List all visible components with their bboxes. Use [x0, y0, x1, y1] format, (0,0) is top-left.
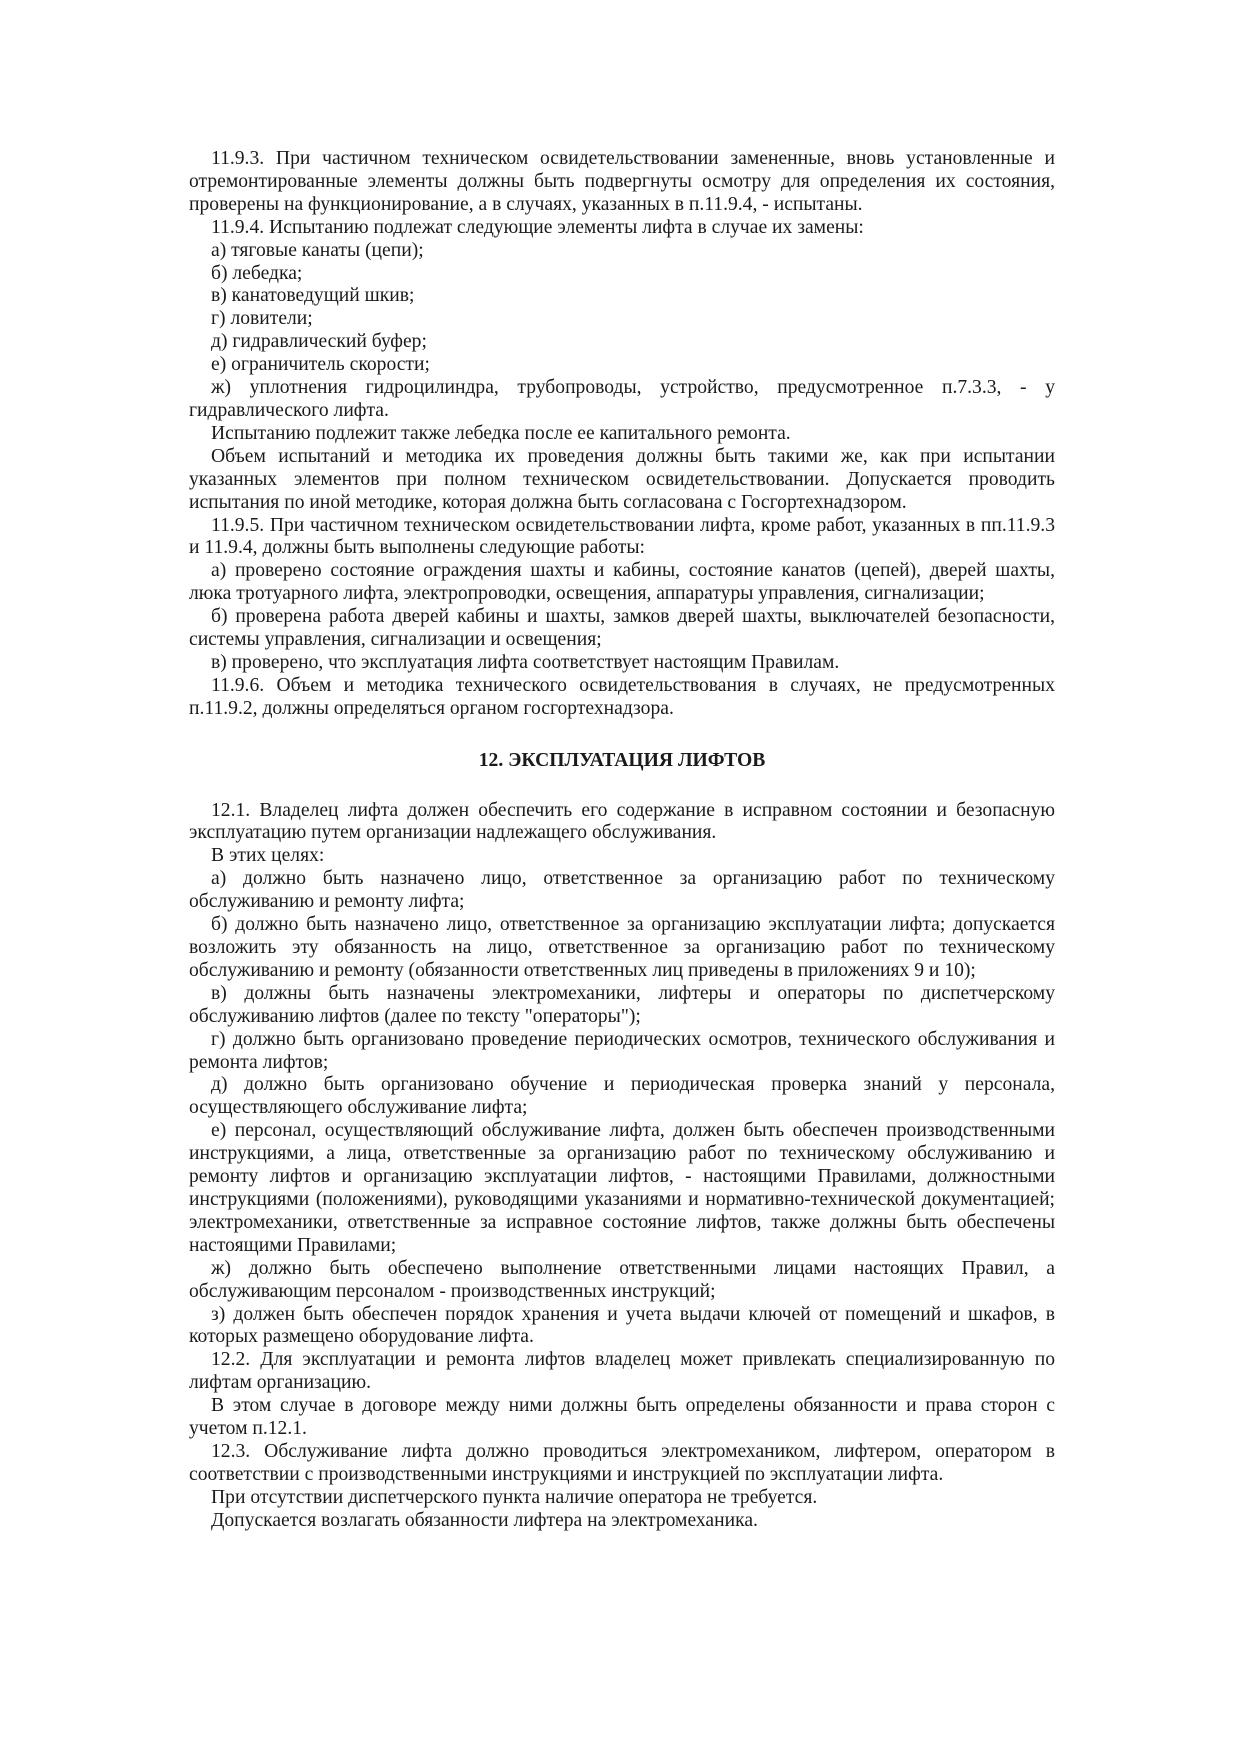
paragraph-winch-testing: Испытанию подлежит также лебедка после ее капитального ремонта.: [211, 422, 791, 444]
paragraph-11-9-3: 11.9.3. При частичном техническом освидетельствовании замененные, вновь установленные и отремонтированные элементы должны быть подвергнуты осмотру для определения их состояния, проверены на функционирование, а в случаях, указанных в п.11.9.4, - испытаны.: [189, 148, 1055, 215]
paragraph-11-9-4: 11.9.4. Испытанию подлежат следующие элементы лифта в случае их замены:: [211, 216, 864, 238]
paragraph-test-scope: Объем испытаний и методика их проведения должны быть такими же, как при испытании указанных элементов при полном техническом освидетельствовании. Допускается проводить испытания по иной методике, которая должна быть согласована с Госгортехнадзором.: [189, 445, 1055, 513]
paragraph-contract: В этом случае в договоре между ними должны быть определены обязанности и права сторон с учетом п.12.1.: [189, 1395, 1055, 1440]
paragraph-no-dispatcher: При отсутствии диспетчерского пункта наличие оператора не требуется.: [211, 1486, 818, 1508]
section-11-9-text: [189, 148, 1055, 721]
section-12-text: [189, 800, 1055, 1533]
list-item-e-duty: е) персонал, осуществляющий обслуживание лифта, должен быть обеспечен производственными инструкциями, а лица, ответственные за организацию работ по техническому обслуживанию и ремонту лифтов и организацию эксплуатации лифтов, - настоящими Правилами, должностными инструкциями (положениями), руководящими указаниями и нормативно-технической документацией; электромеханики, ответственные за исправное состояние лифтов, также должны быть обеспечены настоящими Правилами;: [189, 1120, 1055, 1256]
list-item-g: г) ловители;: [211, 308, 313, 330]
list-item-e: е) ограничитель скорости;: [211, 354, 430, 376]
list-item-v: в) канатоведущий шкив;: [211, 285, 415, 307]
list-item-a: а) тяговые канаты (цепи);: [211, 239, 424, 261]
paragraph-12-2: 12.2. Для эксплуатации и ремонта лифтов владелец может привлекать специализированную по лифтам организацию.: [189, 1349, 1055, 1394]
paragraph-12-1: 12.1. Владелец лифта должен обеспечить его содержание в исправном состоянии и безопасную эксплуатацию путем организации надлежащего обслуживания.: [189, 799, 1055, 844]
list-item-g-duty: г) должно быть организовано проведение периодических осмотров, технического обслуживания и ремонта лифтов;: [189, 1028, 1055, 1073]
section-heading: 12. ЭКСПЛУАТАЦИЯ ЛИФТОВ: [478, 749, 766, 771]
paragraph-11-9-5: 11.9.5. При частичном техническом освидетельствовании лифта, кроме работ, указанных в пп.11.9.3 и 11.9.4, должны быть выполнены следующие работы:: [189, 514, 1055, 559]
list-item-z-duty: з) должен быть обеспечен порядок хранения и учета выдачи ключей от помещений и шкафов, в которых размещено оборудование лифта.: [189, 1303, 1055, 1348]
list-item-zh-duty: ж) должно быть обеспечено выполнение ответственными лицами настоящих Правил, а обслуживающим персоналом - производственных инструкций;: [189, 1257, 1055, 1302]
paragraph-11-9-6: 11.9.6. Объем и методика технического освидетельствования в случаях, не предусмотренных п.11.9.2, должны определяться органом госгортехнадзора.: [189, 674, 1055, 719]
list-item-zh: ж) уплотнения гидроцилиндра, трубопроводы, устройство, предусмотренное п.7.3.3, - у гидравлического лифта.: [189, 377, 1055, 421]
paragraph-12-3: 12.3. Обслуживание лифта должно проводиться электромехаником, лифтером, оператором в соответствии с производственными инструкциями и инструкцией по эксплуатации лифта.: [189, 1440, 1055, 1485]
list-item-a-inspection: а) проверено состояние ограждения шахты и кабины, состояние канатов (цепей), дверей шахты, люка тротуарного лифта, электропроводки, освещения, аппаратуры управления, сигнализации;: [189, 560, 1055, 605]
list-item-v-duty: в) должны быть назначены электромеханики, лифтеры и операторы по диспетчерскому обслуживанию лифтов (далее по тексту "операторы");: [189, 982, 1055, 1027]
paragraph-liftman-duties: Допускается возлагать обязанности лифтера на электромеханика.: [211, 1509, 758, 1531]
list-item-a-duty: а) должно быть назначено лицо, ответственное за организацию работ по техническому обслуживанию и ремонту лифта;: [189, 868, 1055, 913]
list-item-b: б) лебедка;: [211, 262, 303, 284]
list-item-b-inspection: б) проверена работа дверей кабины и шахты, замков дверей шахты, выключателей безопасности, системы управления, сигнализации и освещения;: [189, 606, 1055, 651]
list-item-d: д) гидравлический буфер;: [211, 331, 427, 353]
list-item-v-inspection: в) проверено, что эксплуатация лифта соответствует настоящим Правилам.: [211, 651, 840, 673]
list-item-d-duty: д) должно быть организовано обучение и периодическая проверка знаний у персонала, осуществляющего обслуживание лифта;: [189, 1074, 1055, 1119]
list-item-b-duty: б) должно быть назначено лицо, ответственное за организацию эксплуатации лифта; допускается возложить эту обязанность на лицо, ответственное за организацию работ по техническому обслуживанию и ремонту (обязанности ответственных лиц приведены в приложениях 9 и 10);: [189, 914, 1055, 981]
document-page: [189, 148, 1055, 1533]
paragraph-purposes: В этих целях:: [211, 845, 325, 867]
